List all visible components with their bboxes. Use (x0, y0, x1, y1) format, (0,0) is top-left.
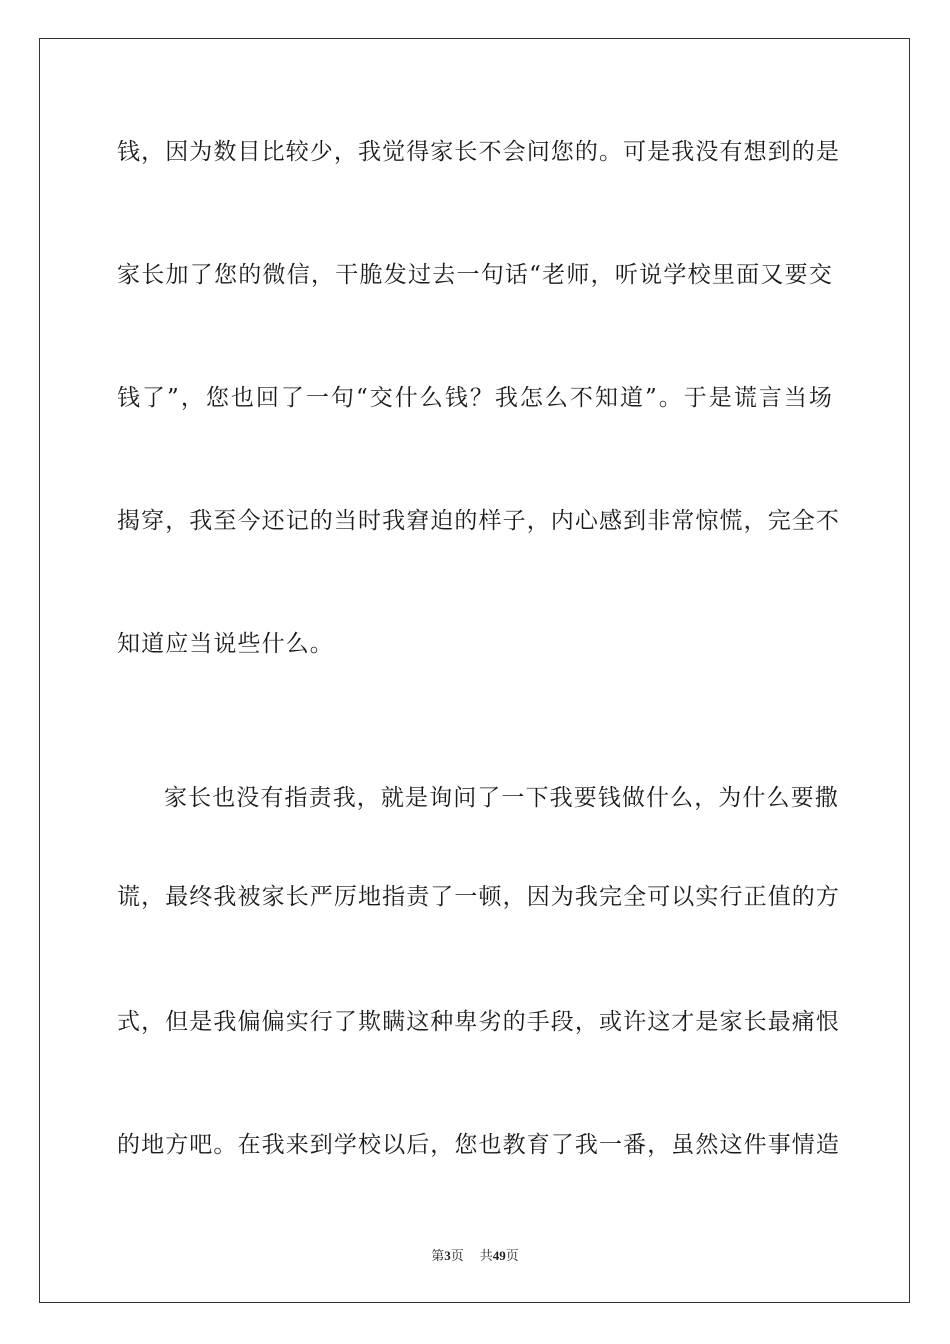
text-line-7: 谎，最终我被家长严厉地指责了一顿，因为我完全可以实行正值的方 (117, 884, 840, 910)
text-line-2: 家长加了您的微信，干脆发过去一句话“老师，听说学校里面又要交 (117, 262, 833, 288)
text-line-5: 知道应当说些什么。 (117, 631, 334, 657)
total-prefix: 共 (479, 1248, 493, 1263)
text-line-6: 家长也没有指责我，就是询问了一下我要钱做什么，为什么要撒 (164, 785, 839, 811)
page-border (39, 38, 910, 1303)
text-line-8: 式，但是我偏偏实行了欺瞒这种卑劣的手段，或许这才是家长最痛恨 (117, 1009, 840, 1035)
page-prefix: 第 (431, 1248, 445, 1263)
page-suffix: 页 (450, 1248, 464, 1263)
text-line-9: 的地方吧。在我来到学校以后，您也教育了我一番，虽然这件事情造 (117, 1132, 840, 1158)
page-number: 3 (444, 1248, 451, 1263)
text-line-3: 钱了”，您也回了一句“交什么钱？我怎么不知道”。于是谎言当场 (117, 385, 833, 411)
total-suffix: 页 (505, 1248, 519, 1263)
text-line-4: 揭穿，我至今还记的当时我窘迫的样子，内心感到非常惊慌，完全不 (117, 508, 840, 534)
page-footer (0, 1248, 950, 1264)
total-pages: 49 (492, 1248, 506, 1263)
text-line-1: 钱，因为数目比较少，我觉得家长不会问您的。可是我没有想到的是 (117, 139, 840, 165)
